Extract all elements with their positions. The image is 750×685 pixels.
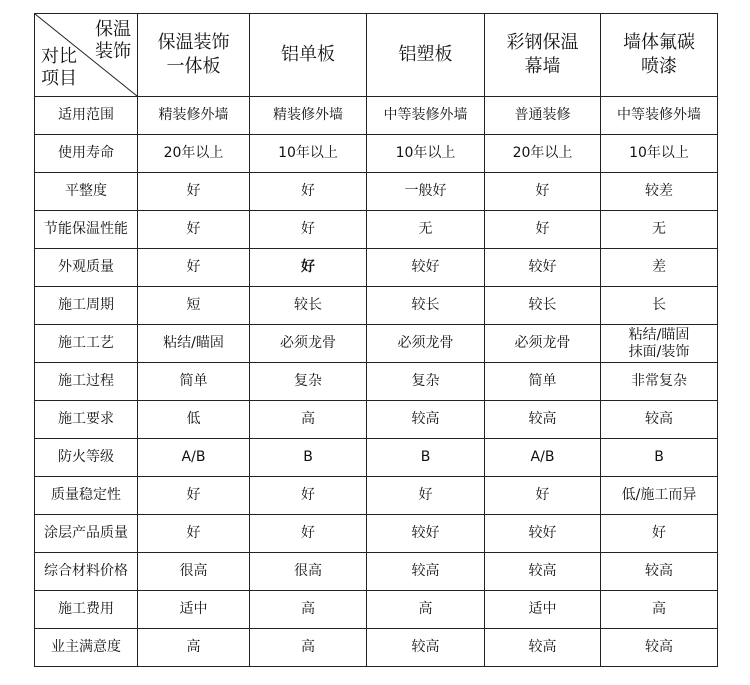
column-header-1: 保温装饰 一体板: [138, 14, 250, 97]
table-cell: 粘结/瞄固: [138, 325, 250, 363]
table-cell: 好: [601, 515, 718, 553]
corner-top-label: 保温 装饰: [95, 19, 131, 62]
table-cell: 10年以上: [367, 135, 485, 173]
column-header-3: 铝塑板: [367, 14, 485, 97]
corner-cell: [35, 14, 138, 97]
table-cell: 适中: [485, 591, 601, 629]
table-row: [35, 249, 718, 287]
row-label: 业主满意度: [35, 629, 138, 667]
table-cell: 粘结/瞄固 抹面/装饰: [601, 325, 718, 363]
table-cell: 10年以上: [601, 135, 718, 173]
table-row: [35, 401, 718, 439]
table-cell: 复杂: [367, 363, 485, 401]
table-cell: 好: [138, 477, 250, 515]
table-row: [35, 173, 718, 211]
row-label: 施工工艺: [35, 325, 138, 363]
table-cell: 较高: [601, 401, 718, 439]
table-cell: 高: [367, 591, 485, 629]
table-cell: 好: [138, 249, 250, 287]
table-cell: 较高: [367, 629, 485, 667]
table-cell: 较长: [485, 287, 601, 325]
table-row: [35, 325, 718, 363]
table-cell: 无: [601, 211, 718, 249]
table-row: [35, 515, 718, 553]
table-cell: 较长: [250, 287, 367, 325]
table-row: [35, 477, 718, 515]
column-header-2: 铝单板: [250, 14, 367, 97]
table-cell: 高: [250, 629, 367, 667]
table-cell: 复杂: [250, 363, 367, 401]
table-cell: 好: [250, 249, 367, 287]
table-cell: 普通装修: [485, 97, 601, 135]
table-cell: 20年以上: [485, 135, 601, 173]
table-row: [35, 363, 718, 401]
table-cell: 较高: [367, 553, 485, 591]
table-cell: 高: [138, 629, 250, 667]
table-cell: 好: [485, 173, 601, 211]
table-cell: 好: [138, 211, 250, 249]
table-cell: 简单: [138, 363, 250, 401]
table-cell: 高: [250, 591, 367, 629]
table-cell: B: [250, 439, 367, 477]
table-cell: 很高: [250, 553, 367, 591]
table-cell: 非常复杂: [601, 363, 718, 401]
row-label: 防火等级: [35, 439, 138, 477]
table-cell: A/B: [485, 439, 601, 477]
row-label: 适用范围: [35, 97, 138, 135]
table-cell: 短: [138, 287, 250, 325]
table-cell: 无: [367, 211, 485, 249]
table-row: [35, 439, 718, 477]
table-cell: 差: [601, 249, 718, 287]
table-cell: 较高: [601, 629, 718, 667]
table-cell: 简单: [485, 363, 601, 401]
row-label: 施工要求: [35, 401, 138, 439]
table-cell: 适中: [138, 591, 250, 629]
table-cell: 较高: [485, 553, 601, 591]
corner-bottom-label: 对比 项目: [41, 46, 77, 89]
table-cell: 好: [485, 211, 601, 249]
column-header-4: 彩钢保温 幕墙: [485, 14, 601, 97]
table-cell: 较好: [485, 515, 601, 553]
table-cell: 好: [250, 515, 367, 553]
table-cell: 较好: [367, 515, 485, 553]
table-row: [35, 211, 718, 249]
table-cell: 较差: [601, 173, 718, 211]
table-cell: 较高: [485, 629, 601, 667]
row-label: 涂层产品质量: [35, 515, 138, 553]
table-cell: 好: [250, 211, 367, 249]
row-label: 外观质量: [35, 249, 138, 287]
table-cell: 20年以上: [138, 135, 250, 173]
table-row: [35, 97, 718, 135]
table-cell: 高: [601, 591, 718, 629]
table-cell: B: [601, 439, 718, 477]
table-cell: A/B: [138, 439, 250, 477]
table-cell: 较高: [367, 401, 485, 439]
table-cell: 好: [485, 477, 601, 515]
table-row: [35, 553, 718, 591]
table-cell: 较高: [485, 401, 601, 439]
table-cell: 10年以上: [250, 135, 367, 173]
table-cell: 精装修外墙: [250, 97, 367, 135]
table-cell: 中等装修外墙: [367, 97, 485, 135]
column-header-5: 墙体氟碳 喷漆: [601, 14, 718, 97]
table-cell: 必须龙骨: [485, 325, 601, 363]
table-cell: 必须龙骨: [367, 325, 485, 363]
table-cell: 中等装修外墙: [601, 97, 718, 135]
table-row: [35, 135, 718, 173]
table-cell: 低: [138, 401, 250, 439]
row-label: 使用寿命: [35, 135, 138, 173]
row-label: 平整度: [35, 173, 138, 211]
table-cell: 好: [138, 515, 250, 553]
header-row: [35, 14, 718, 97]
table-cell: 好: [250, 173, 367, 211]
table-row: [35, 629, 718, 667]
row-label: 施工费用: [35, 591, 138, 629]
table-cell: 较长: [367, 287, 485, 325]
row-label: 施工过程: [35, 363, 138, 401]
table-cell: 较高: [601, 553, 718, 591]
table-row: [35, 287, 718, 325]
table-cell: 好: [367, 477, 485, 515]
table-cell: 较好: [367, 249, 485, 287]
table-cell: 好: [138, 173, 250, 211]
table-cell: B: [367, 439, 485, 477]
comparison-table: [34, 13, 718, 667]
table-cell: 长: [601, 287, 718, 325]
row-label: 综合材料价格: [35, 553, 138, 591]
table-cell: 高: [250, 401, 367, 439]
table-cell: 精装修外墙: [138, 97, 250, 135]
row-label: 节能保温性能: [35, 211, 138, 249]
table-row: [35, 591, 718, 629]
table-cell: 低/施工而异: [601, 477, 718, 515]
table-cell: 很高: [138, 553, 250, 591]
table-cell: 必须龙骨: [250, 325, 367, 363]
row-label: 施工周期: [35, 287, 138, 325]
table-cell: 好: [250, 477, 367, 515]
table-cell: 较好: [485, 249, 601, 287]
table-cell: 一般好: [367, 173, 485, 211]
row-label: 质量稳定性: [35, 477, 138, 515]
